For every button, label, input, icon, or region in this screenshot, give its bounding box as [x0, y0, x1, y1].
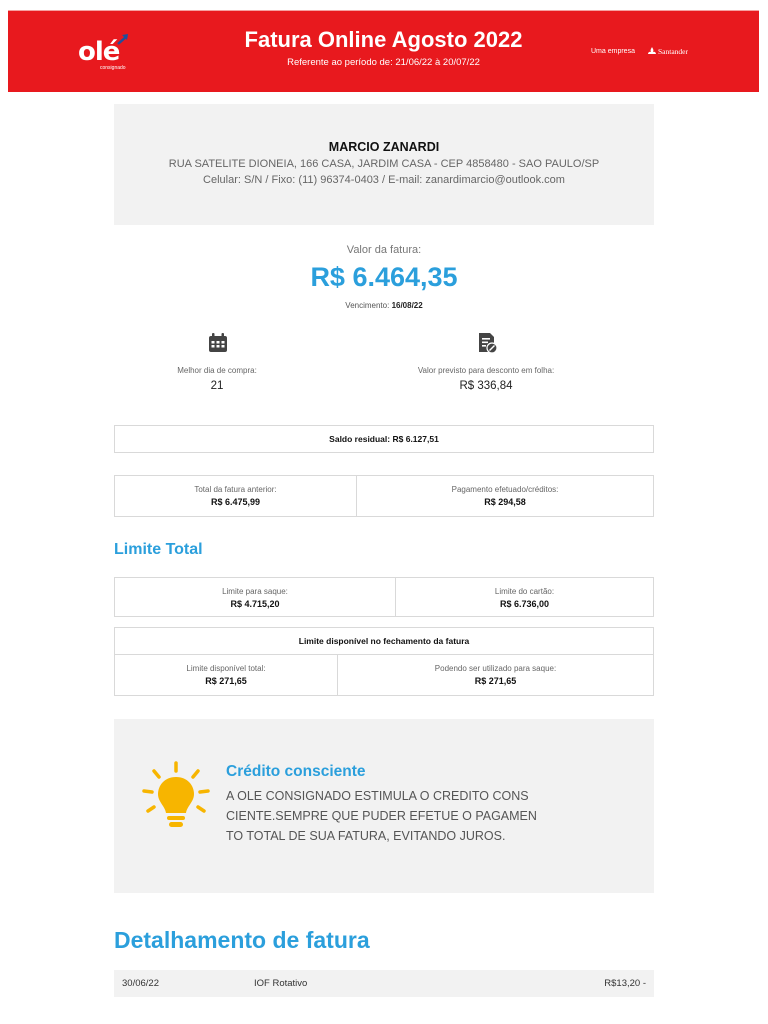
- desconto-label: Valor previsto para desconto em folha:: [417, 366, 555, 375]
- limite-title: Limite Total: [114, 541, 203, 558]
- limite-disponivel-box: [114, 655, 654, 696]
- credito-line: A OLE CONSIGNADO ESTIMULA O CREDITO CONS: [226, 789, 529, 803]
- disp-total-cell: [115, 655, 337, 695]
- disp-saque-label: Podendo ser utilizado para saque:: [434, 664, 557, 673]
- client-address: RUA SATELITE DIONEIA, 166 CASA, JARDIM CASA - CEP 4858480 - SAO PAULO/SP: [168, 158, 600, 170]
- empresa-label: Uma empresa: [591, 48, 635, 55]
- limite-cartao-cell: [395, 578, 653, 616]
- pagamento-cell: [356, 476, 653, 516]
- total-anterior-cell: [115, 476, 356, 516]
- credito-consciente-panel: [114, 719, 654, 893]
- detalhamento-title: Detalhamento de fatura: [114, 927, 370, 953]
- disp-saque-value: R$ 271,65: [474, 676, 517, 686]
- client-name: MARCIO ZANARDI: [328, 140, 440, 154]
- credito-line: CIENTE.SEMPRE QUE PUDER EFETUE O PAGAMEN: [226, 809, 537, 823]
- client-contact: Celular: S/N / Fixo: (11) 96374-0403 / E-mail: zanardimarcio@outlook.com: [203, 174, 565, 186]
- document-discount-icon: [476, 332, 498, 354]
- limite-saque-value: R$ 4.715,20: [230, 599, 280, 609]
- valor-label: Valor da fatura:: [346, 244, 422, 256]
- saldo-value: R$ 6.127,51: [392, 434, 439, 444]
- vencimento-date: 16/08/22: [391, 301, 423, 310]
- lightbulb-icon: [140, 761, 212, 833]
- vencimento-label: Vencimento:: [345, 301, 390, 310]
- disp-total-label: Limite disponível total:: [186, 664, 266, 673]
- row-description: IOF Rotativo: [254, 978, 308, 989]
- period-subtitle: Referente ao período de: 21/06/22 à 20/07/22: [287, 57, 480, 68]
- saldo-residual-box: [114, 425, 654, 453]
- total-anterior-value: R$ 6.475,99: [210, 497, 261, 507]
- calendar-icon: [207, 332, 229, 354]
- page-title: Fatura Online Agosto 2022: [244, 27, 523, 52]
- santander-name: Santander: [658, 47, 688, 56]
- row-amount: R$13,20 -: [604, 978, 646, 989]
- pagamento-label: Pagamento efetuado/créditos:: [451, 485, 559, 494]
- melhor-dia-label: Melhor dia de compra:: [177, 366, 257, 375]
- limite-saque-label: Limite para saque:: [222, 587, 288, 596]
- santander-brand: [648, 47, 688, 56]
- disp-saque-cell: [337, 655, 653, 695]
- credito-text: [226, 786, 556, 846]
- credito-line: TO TOTAL DE SUA FATURA, EVITANDO JUROS.: [226, 829, 506, 843]
- row-date: 30/06/22: [122, 978, 159, 989]
- pagamento-value: R$ 294,58: [484, 497, 526, 507]
- vencimento: [114, 301, 654, 310]
- santander-flame-icon: [648, 47, 656, 55]
- fatura-anterior-box: [114, 475, 654, 517]
- credito-title: Crédito consciente: [226, 763, 366, 780]
- saldo-label: Saldo residual:: [329, 434, 391, 444]
- melhor-dia-value: 21: [210, 380, 224, 392]
- limite-cartao-value: R$ 6.736,00: [499, 599, 550, 609]
- limite-disponivel-header: Limite disponível no fechamento da fatura: [114, 627, 654, 655]
- total-anterior-label: Total da fatura anterior:: [194, 485, 277, 494]
- logo-text: olé: [78, 37, 120, 67]
- client-info-panel: [114, 104, 654, 225]
- logo-subtext: consignado: [100, 65, 126, 71]
- disp-total-value: R$ 271,65: [205, 676, 247, 686]
- desconto-value: R$ 336,84: [459, 380, 513, 392]
- valor-fatura: R$ 6.464,35: [310, 262, 458, 292]
- limite-box: [114, 577, 654, 617]
- header-banner: [8, 10, 759, 92]
- table-row: [114, 970, 654, 997]
- limite-cartao-label: Limite do cartão:: [494, 587, 555, 596]
- limite-saque-cell: [115, 578, 395, 616]
